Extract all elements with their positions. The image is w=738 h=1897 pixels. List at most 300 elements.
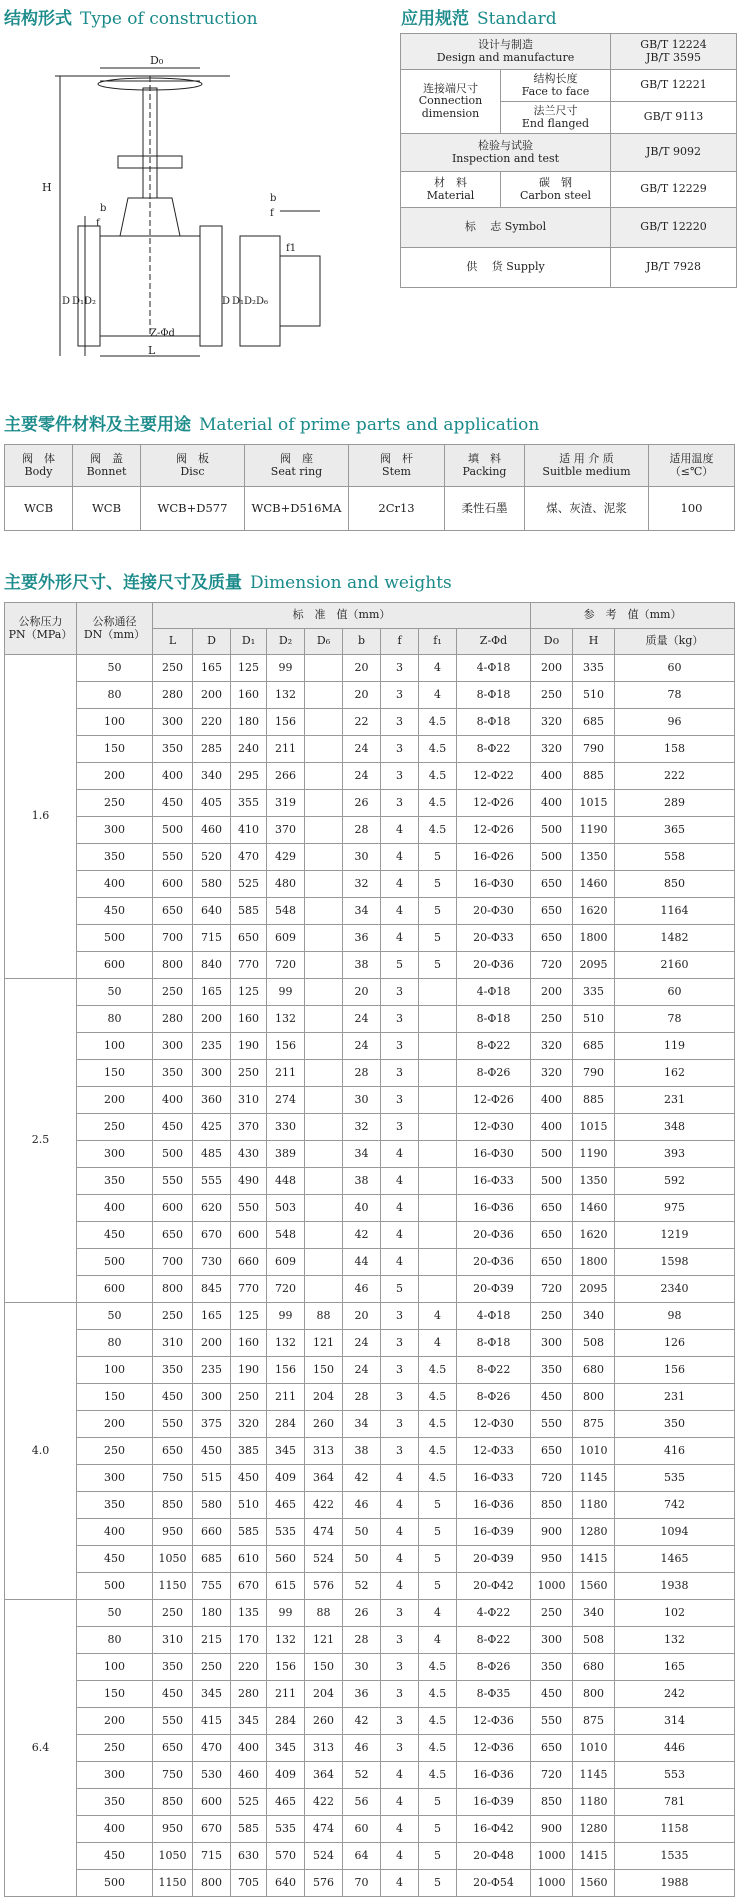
dim-cell: 160 (231, 1006, 267, 1033)
dim-cell: 650 (531, 1222, 573, 1249)
dim-cell: 50 (77, 1600, 153, 1627)
label-zd: Z-Φd (150, 328, 175, 339)
table-row (5, 1681, 735, 1708)
dim-cell: 190 (231, 1033, 267, 1060)
dim-cell: 250 (77, 790, 153, 817)
dim-cell: 1180 (573, 1789, 615, 1816)
dim-cell: 465 (267, 1492, 305, 1519)
dim-cell: 4-Φ18 (457, 1303, 531, 1330)
dim-cell: 650 (531, 871, 573, 898)
dim-cell: 88 (305, 1600, 343, 1627)
material-cell: WCB (5, 487, 73, 531)
dim-cell: 313 (305, 1735, 343, 1762)
dim-cell: 1620 (573, 898, 615, 925)
dim-cell: 400 (77, 871, 153, 898)
dim-cell: 28 (343, 1384, 381, 1411)
dim-cell: 4.5 (419, 790, 457, 817)
dim-cell: 500 (153, 1141, 193, 1168)
dim-cell: 135 (231, 1600, 267, 1627)
dim-cell: 12-Φ26 (457, 817, 531, 844)
dim-cell: 3 (381, 979, 419, 1006)
table-row (5, 979, 735, 1006)
dim-cell: 720 (531, 1465, 573, 1492)
dim-cell: 375 (193, 1411, 231, 1438)
dim-cell: 250 (531, 682, 573, 709)
dim-cell: 1350 (573, 844, 615, 871)
dim-cell: 1000 (531, 1573, 573, 1600)
dim-cell: 78 (615, 682, 735, 709)
dim-cell: 950 (153, 1816, 193, 1843)
dim-cell: 125 (231, 979, 267, 1006)
dim-cell: 314 (615, 1708, 735, 1735)
dim-cell: 220 (193, 709, 231, 736)
dim-cell (305, 1222, 343, 1249)
std-inspection: 检验与试验 Inspection and test (401, 134, 611, 172)
dim-cell (419, 1222, 457, 1249)
dim-cell: 355 (231, 790, 267, 817)
dim-cell: 150 (305, 1357, 343, 1384)
dim-cell: 313 (305, 1438, 343, 1465)
dim-cell: 119 (615, 1033, 735, 1060)
dim-cell: 4 (381, 1762, 419, 1789)
dim-cell: 102 (615, 1600, 735, 1627)
dim-cell: 20-Φ33 (457, 925, 531, 952)
dim-cell: 8-Φ22 (457, 1357, 531, 1384)
std-face-to-face: 结构长度 Face to face (501, 70, 611, 102)
dim-cell: 450 (531, 1384, 573, 1411)
dim-cell: 12-Φ33 (457, 1438, 531, 1465)
dim-cell: 16-Φ30 (457, 1141, 531, 1168)
dim-cell: 3 (381, 1681, 419, 1708)
dim-cell: 80 (77, 682, 153, 709)
dim-cell: 156 (267, 1654, 305, 1681)
dim-cell: 460 (193, 817, 231, 844)
dim-cell: 28 (343, 1627, 381, 1654)
dim-cell: 4 (419, 682, 457, 709)
dim-cell: 20 (343, 655, 381, 682)
dim-cell: 320 (231, 1411, 267, 1438)
material-header-en: Bonnet (86, 464, 127, 478)
dim-cell: 16-Φ42 (457, 1816, 531, 1843)
dim-cell: 1050 (153, 1546, 193, 1573)
std-design: 设计与制造 Design and manufacture (401, 34, 611, 70)
dim-cell: 46 (343, 1276, 381, 1303)
dim-cell: 250 (77, 1735, 153, 1762)
std-end-flanged-value: GB/T 9113 (611, 102, 737, 134)
dim-cell: 156 (267, 1033, 305, 1060)
dim-cell: 3 (381, 1087, 419, 1114)
std-material-group: 材 料 Material (401, 172, 501, 208)
dim-cell: 350 (153, 1060, 193, 1087)
dim-cell: 5 (419, 844, 457, 871)
dim-cell: 2340 (615, 1276, 735, 1303)
dim-cell: 500 (153, 817, 193, 844)
label-d-left: D (62, 296, 71, 307)
dim-cell: 1938 (615, 1573, 735, 1600)
dim-cell: 3 (381, 682, 419, 709)
dim-cell: 350 (153, 1654, 193, 1681)
dim-cell: 8-Φ22 (457, 736, 531, 763)
material-header-3 (245, 445, 349, 487)
dim-cell: 790 (573, 1060, 615, 1087)
dim-cell: 32 (343, 1114, 381, 1141)
dim-cell: 38 (343, 952, 381, 979)
dim-cell: 100 (77, 1033, 153, 1060)
dim-cell: 260 (305, 1708, 343, 1735)
dim-cell: 450 (77, 898, 153, 925)
dim-cell: 400 (153, 1087, 193, 1114)
dim-cell: 165 (193, 979, 231, 1006)
dim-cell: 975 (615, 1195, 735, 1222)
dim-cell: 448 (267, 1168, 305, 1195)
dim-cell: 350 (615, 1411, 735, 1438)
dim-cell: 524 (305, 1843, 343, 1870)
label-b-right: b (270, 193, 277, 204)
dim-cell: 781 (615, 1789, 735, 1816)
dim-cell: 280 (153, 1006, 193, 1033)
dim-cell: 250 (77, 1114, 153, 1141)
dim-cell: 3 (381, 1303, 419, 1330)
dim-col-header: 质量（kg） (615, 629, 735, 655)
dim-cell: 180 (193, 1600, 231, 1627)
dim-cell: 650 (531, 1438, 573, 1465)
dim-cell: 4.5 (419, 1762, 457, 1789)
dim-cell: 70 (343, 1870, 381, 1897)
dim-cell (305, 817, 343, 844)
dim-cell: 800 (153, 1276, 193, 1303)
dim-col-header: f₁ (419, 629, 457, 655)
dim-cell: 585 (231, 898, 267, 925)
dim-cell: 16-Φ30 (457, 871, 531, 898)
dim-cell: 4 (381, 844, 419, 871)
dim-cell: 530 (193, 1762, 231, 1789)
dim-cell: 26 (343, 1600, 381, 1627)
dim-cell: 1000 (531, 1870, 573, 1897)
table-row (5, 1195, 735, 1222)
dim-cell: 3 (381, 1033, 419, 1060)
std-symbol-value: GB/T 12220 (611, 208, 737, 248)
dim-cell: 30 (343, 844, 381, 871)
dim-cell: 8-Φ18 (457, 1006, 531, 1033)
dim-cell: 1560 (573, 1870, 615, 1897)
dim-cell: 28 (343, 1060, 381, 1087)
dim-cell: 1280 (573, 1816, 615, 1843)
dim-cell: 330 (267, 1114, 305, 1141)
dim-cell: 1800 (573, 925, 615, 952)
construction-heading: 结构形式 Type of construction (4, 9, 258, 29)
dim-cell: 200 (531, 655, 573, 682)
dim-cell: 319 (267, 790, 305, 817)
dim-cell: 4-Φ18 (457, 655, 531, 682)
dim-cell (305, 709, 343, 736)
dim-cell: 8-Φ22 (457, 1627, 531, 1654)
dim-cell: 600 (153, 871, 193, 898)
dim-cell: 885 (573, 763, 615, 790)
table-row (5, 1573, 735, 1600)
dim-cell: 250 (531, 1600, 573, 1627)
dim-cell: 410 (231, 817, 267, 844)
dim-cell: 204 (305, 1384, 343, 1411)
dim-cell: 5 (419, 1492, 457, 1519)
dim-cell: 200 (193, 1330, 231, 1357)
dim-cell: 3 (381, 1330, 419, 1357)
label-d6: D₆ (256, 296, 269, 307)
dim-cell: 600 (193, 1789, 231, 1816)
table-row (5, 1114, 735, 1141)
dim-cell: 400 (77, 1816, 153, 1843)
dim-cell: 28 (343, 817, 381, 844)
dim-cell (305, 655, 343, 682)
dim-cell: 231 (615, 1384, 735, 1411)
dim-cell: 150 (77, 1384, 153, 1411)
dim-cell: 20-Φ42 (457, 1573, 531, 1600)
table-row (5, 1870, 735, 1897)
material-header-2 (141, 445, 245, 487)
dim-cell: 211 (267, 1681, 305, 1708)
dim-cell: 510 (573, 682, 615, 709)
material-header-7 (649, 445, 735, 487)
dim-cell: 1150 (153, 1573, 193, 1600)
dim-cell: 415 (193, 1708, 231, 1735)
dim-cell: 470 (193, 1735, 231, 1762)
dim-cell (305, 790, 343, 817)
dim-cell: 200 (193, 682, 231, 709)
dim-cell: 4-Φ18 (457, 979, 531, 1006)
dim-cell: 650 (531, 898, 573, 925)
dim-cell: 132 (267, 1006, 305, 1033)
dim-cell: 16-Φ39 (457, 1519, 531, 1546)
dim-cell: 4 (381, 1789, 419, 1816)
dim-cell: 409 (267, 1465, 305, 1492)
dim-cell: 685 (193, 1546, 231, 1573)
table-row (5, 1816, 735, 1843)
dim-cell: 4 (419, 1627, 457, 1654)
dim-cell: 20 (343, 682, 381, 709)
dim-cell: 4 (381, 1519, 419, 1546)
table-row (5, 1600, 735, 1627)
dim-cell: 4.5 (419, 1735, 457, 1762)
dim-col-header: D₂ (267, 629, 305, 655)
std-end-flanged: 法兰尺寸 End flanged (501, 102, 611, 134)
dim-cell: 5 (419, 1789, 457, 1816)
dim-cell: 350 (77, 1168, 153, 1195)
dim-cell: 5 (419, 871, 457, 898)
dim-cell: 1010 (573, 1438, 615, 1465)
dim-cell: 3 (381, 1654, 419, 1681)
dim-cell: 1620 (573, 1222, 615, 1249)
material-header-en: Disc (180, 464, 205, 478)
dim-cell: 5 (419, 1519, 457, 1546)
dim-cell: 720 (531, 1762, 573, 1789)
dim-cell: 8-Φ26 (457, 1060, 531, 1087)
dimension-table (4, 602, 735, 1897)
dim-cell: 4.5 (419, 1465, 457, 1492)
dim-cell (305, 925, 343, 952)
label-f-right: f (270, 208, 274, 219)
dim-cell: 345 (193, 1681, 231, 1708)
dim-cell: 1460 (573, 1195, 615, 1222)
dim-cell: 340 (573, 1600, 615, 1627)
material-header-4 (349, 445, 445, 487)
material-header-en: Seat ring (270, 464, 323, 478)
dim-cell: 875 (573, 1708, 615, 1735)
dim-cell: 592 (615, 1168, 735, 1195)
table-row (5, 952, 735, 979)
dim-cell: 60 (615, 979, 735, 1006)
dim-cell: 845 (193, 1276, 231, 1303)
dim-cell: 430 (231, 1141, 267, 1168)
dim-cell: 500 (531, 1141, 573, 1168)
dim-cell: 2160 (615, 952, 735, 979)
dim-cell: 470 (231, 844, 267, 871)
dim-cell: 50 (343, 1519, 381, 1546)
dim-cell: 345 (231, 1708, 267, 1735)
dim-cell: 364 (305, 1762, 343, 1789)
dim-cell (419, 1276, 457, 1303)
std-inspection-value: JB/T 9092 (611, 134, 737, 172)
table-row (5, 1060, 735, 1087)
dim-cell (305, 1114, 343, 1141)
dim-cell: 1094 (615, 1519, 735, 1546)
dim-cell: 3 (381, 1006, 419, 1033)
dim-cell: 400 (531, 763, 573, 790)
dim-cell (305, 1141, 343, 1168)
dim-cell: 900 (531, 1816, 573, 1843)
dim-cell: 950 (153, 1519, 193, 1546)
dim-cell: 1180 (573, 1492, 615, 1519)
dim-cell: 4.5 (419, 1708, 457, 1735)
dim-col-header: Do (531, 629, 573, 655)
dim-cell: 1535 (615, 1843, 735, 1870)
dim-cell: 348 (615, 1114, 735, 1141)
dim-cell: 700 (153, 925, 193, 952)
dim-cell: 3 (381, 709, 419, 736)
dim-col-header: D (193, 629, 231, 655)
dim-cell (305, 1060, 343, 1087)
dim-cell: 1482 (615, 925, 735, 952)
dim-cell: 12-Φ22 (457, 763, 531, 790)
table-row (5, 1249, 735, 1276)
dim-cell: 80 (77, 1006, 153, 1033)
dim-cell: 550 (231, 1195, 267, 1222)
dim-cell: 335 (573, 655, 615, 682)
dim-cell: 422 (305, 1492, 343, 1519)
dim-cell: 46 (343, 1735, 381, 1762)
dim-cell: 500 (531, 844, 573, 871)
dim-cell: 503 (267, 1195, 305, 1222)
dim-cell: 250 (193, 1654, 231, 1681)
dim-cell: 350 (153, 736, 193, 763)
dim-cell: 250 (531, 1303, 573, 1330)
std-symbol: 标 志 Symbol (401, 208, 611, 248)
dim-cell: 222 (615, 763, 735, 790)
dim-cell: 490 (231, 1168, 267, 1195)
dim-cell (305, 1168, 343, 1195)
dim-cell: 34 (343, 898, 381, 925)
dim-cell: 121 (305, 1330, 343, 1357)
dim-cell: 600 (77, 1276, 153, 1303)
pn-cell: 2.5 (5, 979, 77, 1303)
dim-cell: 150 (305, 1654, 343, 1681)
dim-cell: 250 (153, 979, 193, 1006)
std-connection-group: 连接端尺寸 Connection dimension (401, 70, 501, 134)
dim-cell: 320 (531, 1033, 573, 1060)
standard-heading: 应用规范 Standard (401, 9, 557, 29)
dim-cell: 156 (615, 1357, 735, 1384)
dim-cell: 4.5 (419, 1357, 457, 1384)
dim-cell: 20-Φ36 (457, 952, 531, 979)
table-row (5, 1222, 735, 1249)
dim-cell: 409 (267, 1762, 305, 1789)
dim-cell: 156 (267, 709, 305, 736)
dim-cell: 44 (343, 1249, 381, 1276)
dim-cell: 96 (615, 709, 735, 736)
dim-cell: 20 (343, 979, 381, 1006)
dim-cell: 211 (267, 1384, 305, 1411)
dim-cell: 8-Φ18 (457, 1330, 531, 1357)
dim-cell: 231 (615, 1087, 735, 1114)
dim-cell: 535 (267, 1519, 305, 1546)
dim-cell: 340 (573, 1303, 615, 1330)
dim-cell: 650 (153, 1222, 193, 1249)
table-row (5, 1006, 735, 1033)
dim-cell: 38 (343, 1168, 381, 1195)
table-row (5, 1465, 735, 1492)
dim-cell (419, 1141, 457, 1168)
dim-cell: 300 (193, 1060, 231, 1087)
label-b-left: b (100, 203, 107, 214)
table-row (5, 1141, 735, 1168)
dim-cell: 12-Φ36 (457, 1708, 531, 1735)
dim-cell: 24 (343, 763, 381, 790)
dim-cell: 215 (193, 1627, 231, 1654)
dim-cell: 100 (77, 1357, 153, 1384)
table-row (5, 1654, 735, 1681)
dim-cell: 630 (231, 1843, 267, 1870)
dim-cell: 165 (615, 1654, 735, 1681)
dim-cell: 56 (343, 1789, 381, 1816)
dim-cell: 88 (305, 1303, 343, 1330)
dim-cell: 508 (573, 1330, 615, 1357)
dim-cell: 99 (267, 655, 305, 682)
dim-cell: 715 (193, 1843, 231, 1870)
dim-cell: 320 (531, 736, 573, 763)
dim-cell: 190 (231, 1357, 267, 1384)
dim-cell: 150 (77, 736, 153, 763)
material-cell: 煤、灰渣、泥浆 (525, 487, 649, 531)
dim-cell: 800 (193, 1870, 231, 1897)
dim-cell: 295 (231, 763, 267, 790)
dim-cell: 4.5 (419, 1654, 457, 1681)
dim-cell: 12-Φ30 (457, 1411, 531, 1438)
dim-cell: 8-Φ35 (457, 1681, 531, 1708)
dim-cell: 5 (419, 1843, 457, 1870)
table-row (5, 1789, 735, 1816)
dim-cell: 300 (77, 1762, 153, 1789)
dim-cell: 720 (531, 952, 573, 979)
dim-cell (419, 1249, 457, 1276)
dim-cell: 525 (231, 871, 267, 898)
dim-cell: 5 (419, 1573, 457, 1600)
dim-cell: 370 (267, 817, 305, 844)
dim-cell: 211 (267, 1060, 305, 1087)
table-row (5, 655, 735, 682)
dim-cell: 770 (231, 1276, 267, 1303)
label-f-left: f (96, 218, 100, 229)
dim-cell: 620 (193, 1195, 231, 1222)
dim-cell: 800 (573, 1681, 615, 1708)
dim-cell: 284 (267, 1708, 305, 1735)
